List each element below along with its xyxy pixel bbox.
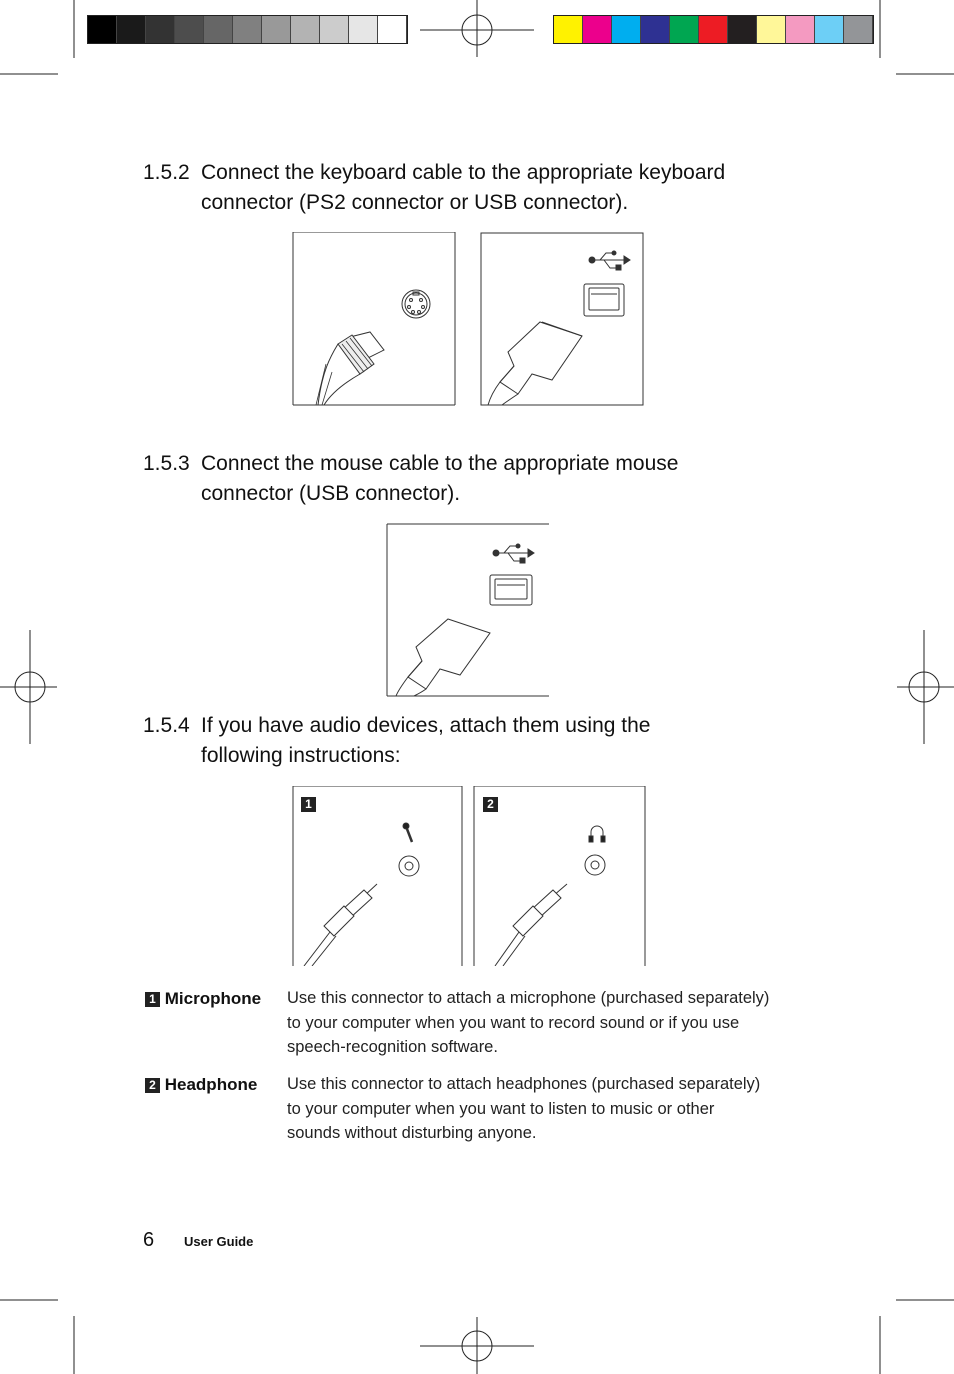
footer-label: User Guide [184,1234,254,1249]
microphone-icon [403,823,412,842]
ps2-connector-illustration [292,232,458,407]
color-swatch [117,16,146,43]
section-title-line: Connect the mouse cable to the appropriate mouse [201,452,679,475]
legend-term-microphone [145,989,261,1009]
section-number: 1.5.4 [143,714,190,737]
legend-description-line: to your computer when you want to record sound or if you use [287,1013,740,1032]
color-swatch [786,16,815,43]
color-swatch [378,16,407,43]
color-swatch [146,16,175,43]
legend-description-line: sounds without disturbing anyone. [287,1124,537,1142]
section-title [201,158,725,218]
legend-description [287,986,807,1060]
legend-description [287,1072,807,1146]
color-swatch [204,16,233,43]
callout-badge: 1 [301,797,316,812]
process-color-bar [553,15,874,44]
color-swatch [757,16,786,43]
color-swatch [291,16,320,43]
section-title-line: Connect the keyboard cable to the appropriate keyboard [201,161,726,184]
legend-term-label: Microphone [164,989,262,1008]
page-number: 6 [143,1229,155,1251]
section-title-line: connector (PS2 connector or USB connector). [201,191,629,214]
section-title-line: connector (USB connector). [201,482,461,505]
section-title-line: If you have audio devices, attach them using the [201,714,651,737]
headphone-jack-illustration [473,786,647,966]
callout-badge: 1 [145,992,160,1007]
legend-description-line: Use this connector to attach a microphone (purchased separately) [287,989,770,1007]
legend-term-headphone [145,1075,257,1095]
legend-description-line: Use this connector to attach headphones (purchased separately) [287,1075,761,1093]
color-swatch [233,16,262,43]
color-swatch [612,16,641,43]
section-title [201,711,650,771]
section-number: 1.5.2 [143,161,190,184]
usb-connector-illustration [386,523,552,698]
color-swatch [262,16,291,43]
color-swatch [641,16,670,43]
color-swatch [175,16,204,43]
color-swatch [728,16,757,43]
section-title [201,449,678,509]
legend-description-line: speech-recognition software. [287,1038,498,1056]
color-swatch [349,16,378,43]
section-number: 1.5.3 [143,452,190,475]
color-swatch [583,16,612,43]
usb-connector-illustration [480,232,646,407]
grayscale-color-bar [87,15,408,44]
microphone-jack-illustration [292,786,464,966]
color-swatch [554,16,583,43]
color-swatch [320,16,349,43]
color-swatch [699,16,728,43]
callout-badge: 2 [483,797,498,812]
legend-description-line: to your computer when you want to listen to music or other [287,1099,715,1118]
color-swatch [88,16,117,43]
callout-badge: 2 [145,1078,160,1093]
color-swatch [815,16,844,43]
color-swatch [844,16,873,43]
legend-term-label: Headphone [164,1075,258,1094]
headphone-icon [589,826,605,842]
section-title-line: following instructions: [201,744,401,767]
usb-icon [493,544,534,563]
color-swatch [670,16,699,43]
usb-icon [589,251,630,270]
